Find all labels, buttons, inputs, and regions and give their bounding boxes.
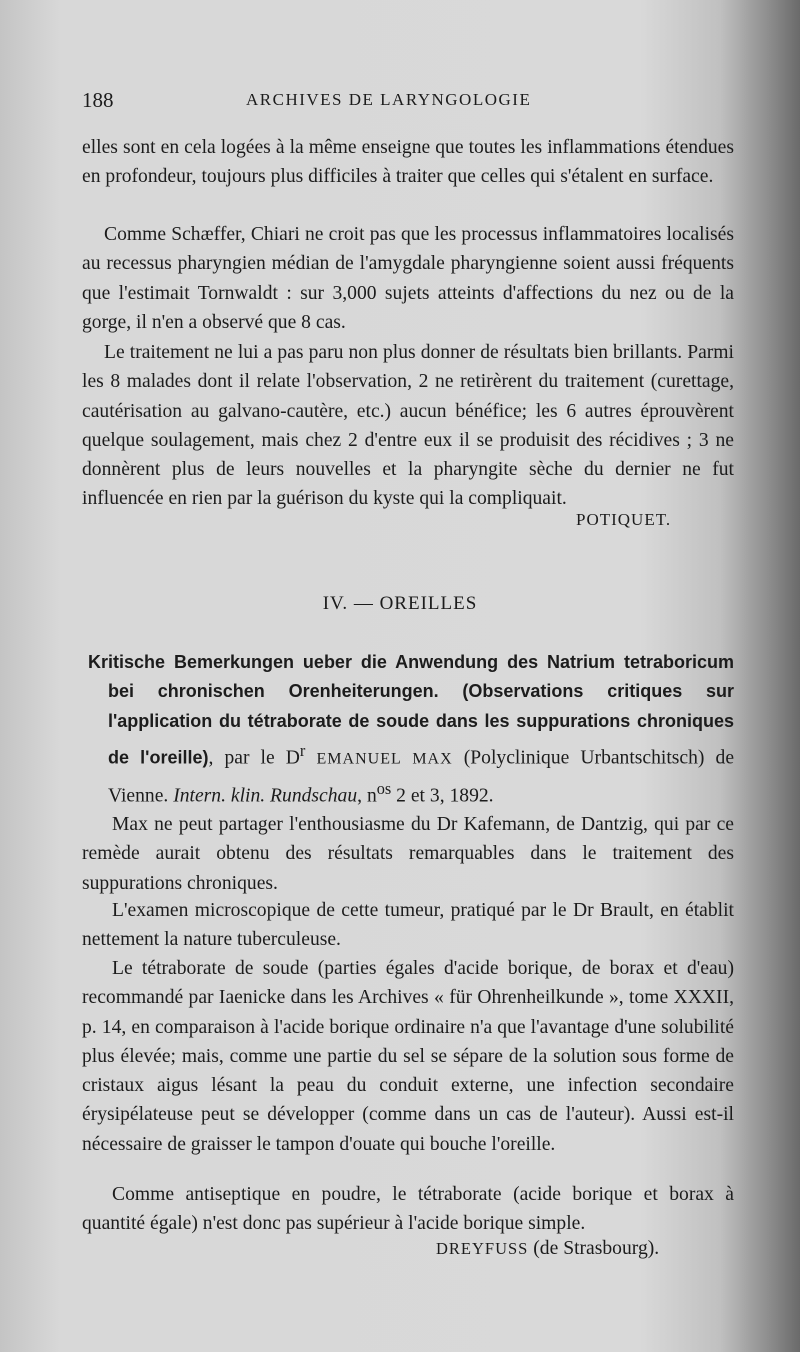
entry-issue-prefix: , n	[357, 785, 377, 807]
paragraph-continuation: elles sont en cela logées à la même enseigne que toutes les inflammations étendues en profondeur, toujours plus difficiles à traiter que celles qui s'étalent en surface.	[82, 137, 734, 188]
paragraph-chiari: Comme Schæffer, Chiari ne croit pas que les processus inflammatoires localisés au recessus pharyngien médian de l'amygdale pharyngienne soient aussi fréquents que l'estimait Tornwaldt : sur 3,000 sujets atteints d'affections du nez ou de la gorge, il n'en a observé que 8 cas.	[82, 224, 734, 333]
section-heading: IV. — OREILLES	[322, 593, 478, 614]
paragraph-tetraborate: Le tétraborate de soude (parties égales d'acide borique, de borax et d'eau) recommandé par Iaenicke dans les Archives « für Ohrenheilkunde », tome XXXII, p. 14, en comparaison à l'acide borique ordinaire n'a que l'avantage d'une solubilité plus élevée; mais, comme une partie du sel se sépare de la solution sous forme de cristaux aigus lésant la peau du conduit externe, une infection secondaire érysipélateuse peut se développer (comme dans un cas de l'auteur). Aussi est-il nécessaire de graisser le tampon d'ouate qui bouche l'oreille.	[82, 958, 734, 1155]
entry-author-name: EMANUEL MAX	[305, 750, 453, 768]
signature-dreyfuss	[436, 1238, 659, 1260]
running-title: ARCHIVES DE LARYNGOLOGIE	[246, 90, 532, 109]
paragraph-max: Max ne peut partager l'enthousiasme du Dr Kafemann, de Dantzig, qui par ce remède aurait obtenu des résultats remarquables dans le traitement des suppurations chroniques.	[82, 814, 734, 894]
page-header	[82, 88, 722, 118]
entry-journal: Intern. klin. Rundschau	[173, 785, 358, 807]
entry-author-sup: r	[299, 740, 306, 760]
entry-issue-rest: 2 et 3, 1892.	[391, 785, 494, 807]
page-number: 188	[82, 88, 114, 112]
paragraph-antiseptique: Comme antiseptique en poudre, le tétraborate (acide borique et borax à quantité égale) n'est donc pas supérieur à l'acide borique simple.	[82, 1184, 734, 1235]
bibliographic-entry	[88, 648, 734, 811]
entry-title: Kritische Bemerkungen ueber die Anwendung des Natrium tetraboricum bei chronischen Orenheiterungen. (Observations critiques sur l'application du tétraborate de soude dans les suppurations chroniques de l'oreille)	[88, 652, 734, 768]
entry-author-prefix: , par le D	[208, 747, 300, 769]
entry-issue-sup: os	[376, 778, 392, 798]
paragraph-treatment: Le traitement ne lui a pas paru non plus donner de résultats bien brillants. Parmi les 8 malades dont il relate l'observation, 2 ne retirèrent du traitement (curettage, cautérisation au galvano-cautère, etc.) aucun bénéfice; les 6 autres éprouvèrent quelque soulagement, mais chez 2 d'entre eux il se produisit des récidives ; 3 ne donnèrent plus de leurs nouvelles et la pharyngite sèche du dernier ne fut influencée en rien par la guérison du kyste qui la compliquait.	[82, 342, 734, 510]
signature-potiquet: POTIQUET.	[576, 510, 672, 529]
entry-author-rest: (Polyclinique Urbantschitsch) de Vienne.	[108, 747, 735, 807]
signature-place: (de Strasbourg).	[528, 1238, 660, 1259]
paragraph-examen: L'examen microscopique de cette tumeur, pratiqué par le Dr Brault, en établit nettement la nature tuberculeuse.	[82, 900, 734, 951]
signature-name: DREYFUSS	[436, 1239, 529, 1258]
